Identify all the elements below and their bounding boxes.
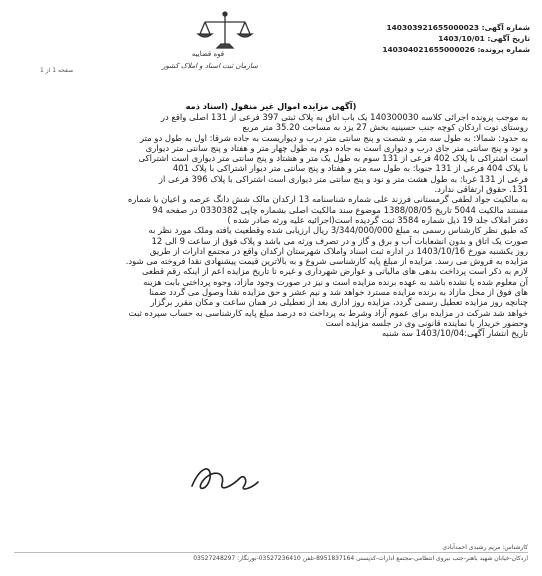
body-line: تاریخ انتشار آگهی:1403/10/04 سه شنبه — [382, 328, 528, 339]
registry-org-label: سازمان ثبت اسناد و املاک کشور — [162, 62, 258, 70]
footer-divider — [14, 552, 528, 553]
handwritten-signature — [182, 456, 262, 501]
body-line: مستند مالکیت 5044 تاریخ 1388/08/05 موضوع سند مالکیت اصلی بشماره چاپی 0330382 در صفحه 94 — [152, 204, 528, 215]
document-body — [14, 112, 528, 339]
body-line: دفتر املاک جلد 19 ذیل شماره 3584 ثبت گردیده است(اجرائیه علیه ورثه صادر شده ) — [227, 214, 528, 225]
body-line: 131. حقوق ارتفاقی ندارد. — [434, 184, 528, 195]
scales-of-justice-icon — [195, 10, 255, 52]
body-line: آن معلوم شده یا نشده باشد به عهده برنده مزایده است و نیز در صورت وجود مازاد، وجوه پرداختی بابت هزینه — [143, 276, 528, 287]
body-line: وحضور خریدار یا نماینده قانونی وی در جلسه مزایده است — [325, 317, 528, 328]
body-line: که طبق نظر کارشناس رسمی به مبلغ 3/344/000/000 ریال ارزیابی شده وقطعیت یافته وملک مورد نظر به — [148, 225, 528, 236]
body-line: روستای توت اردکان کوچه جنب حسینیه بخش 27 یزد به مساحت 35.20 متر مربع — [242, 122, 528, 133]
page-indicator: صفحه 1 از 1 — [40, 67, 74, 74]
body-line: به موجب پرونده اجرائی کلاسه 140300030 یک باب اتاق به پلاک ثبتی 397 فرعی از 131 اصلی واقع در — [160, 112, 528, 122]
body-line: چنانچه روز مزایده تعطیل رسمی گردد، مزایده روز اداری بعد از تعطیلی در همان ساعت و مکان مقرر برگزار — [150, 297, 528, 308]
case-number: شماره پرونده: 140304021655000026 — [382, 45, 530, 54]
body-line: روز یکشنبه مورخ 1403/10/16 در اداره ثبت اسناد واملاک شهرستان ارکدان واقع در مجتمع ادارات از طریق — [149, 245, 528, 256]
body-line: با پلاک 404 فرعی از 131 جنوبا: به طول سه متر و هفتاد و پنج سانتی متر دیوار اشتراکی با پلاک 401 — [172, 163, 528, 174]
body-line: های فوق از محل مازاد به برنده مزایده مسترد خواهد شد و نیم عشر و حق مزایده نقدا وصول می گردد ضمنا — [149, 287, 528, 298]
body-line: صورت یک اتاق و بدون انشعابات آب و برق و گاز و در تصرف ورثه می باشد و پلاک فوق از ساعت 9 الی 12 — [151, 235, 528, 246]
body-line: به حدود: شمالا: به طول سه متر و شصت و پنج سانتی متر درب و دیواریست به جاده شرقا: اول به طول دو متر — [140, 132, 528, 143]
body-line: خواهد شد شرکت در مزایده برای عموم آزاد وشرط به پرداخت ده درصد مبلغ پایه کارشناسی به حساب سپرده ثبت — [128, 307, 528, 318]
ad-number: شماره آگهی: 140303921655000023 — [386, 23, 530, 32]
ad-date: تاریخ آگهی: 1403/10/01 — [438, 34, 530, 43]
document-title: (آگهی مزایده اموال غیر منقول (اسناد ذمه — [185, 101, 357, 111]
office-address: اردکان-خیابان شهید باهنر-جنب نیروی انتظامی-مجتمع ادارات-کدپستی 8951837164-تلفن 03527236410-نورنگار: 03527248297 — [193, 555, 528, 562]
judiciary-emblem — [185, 10, 265, 82]
body-line: به مالکیت جواد لطفی گرمستانی فرزند علی شماره شناسنامه 13 ارکدان مالک شش دانگ عرصه و اعیان با شماره — [127, 194, 528, 205]
body-line: فرعی از 131 غربا: به طول هشت متر و نود و پنج سانتی متر دیواری است اشتراکی با پلاک 396 فرعی از — [158, 173, 528, 184]
signer-line: کارشناس: مریم رشیدی احمدآبادی — [442, 544, 528, 551]
body-line: و نود و پنج سانتی متر جای درب و دیوارى است به جاده دوم به طول چهار متر و هفتاد و پنج سانتی متر دیواری — [145, 142, 528, 153]
body-line: است اشتراکی با پلاک 402 فرعی از 131 سوم به طول یک متر و هشتاد و پنج سانتی متر دیواری است اشتراکی — [138, 153, 528, 164]
body-line: مزایده به فروش می رسد. مزایده از مبلغ پایه کارشناسی شروع و به بالاترین قیمت پیشنهادی نقدا فروخته می شود. — [125, 256, 528, 267]
ad-meta — [260, 22, 530, 55]
body-line: لازم به ذکر است پرداخت بدهی های مالیاتی و عوارض شهرداری و غیره تا تاریخ مزایده اعم از اینکه رقم قطعی — [141, 266, 528, 277]
judiciary-label: قوه قضاییه — [191, 50, 225, 58]
